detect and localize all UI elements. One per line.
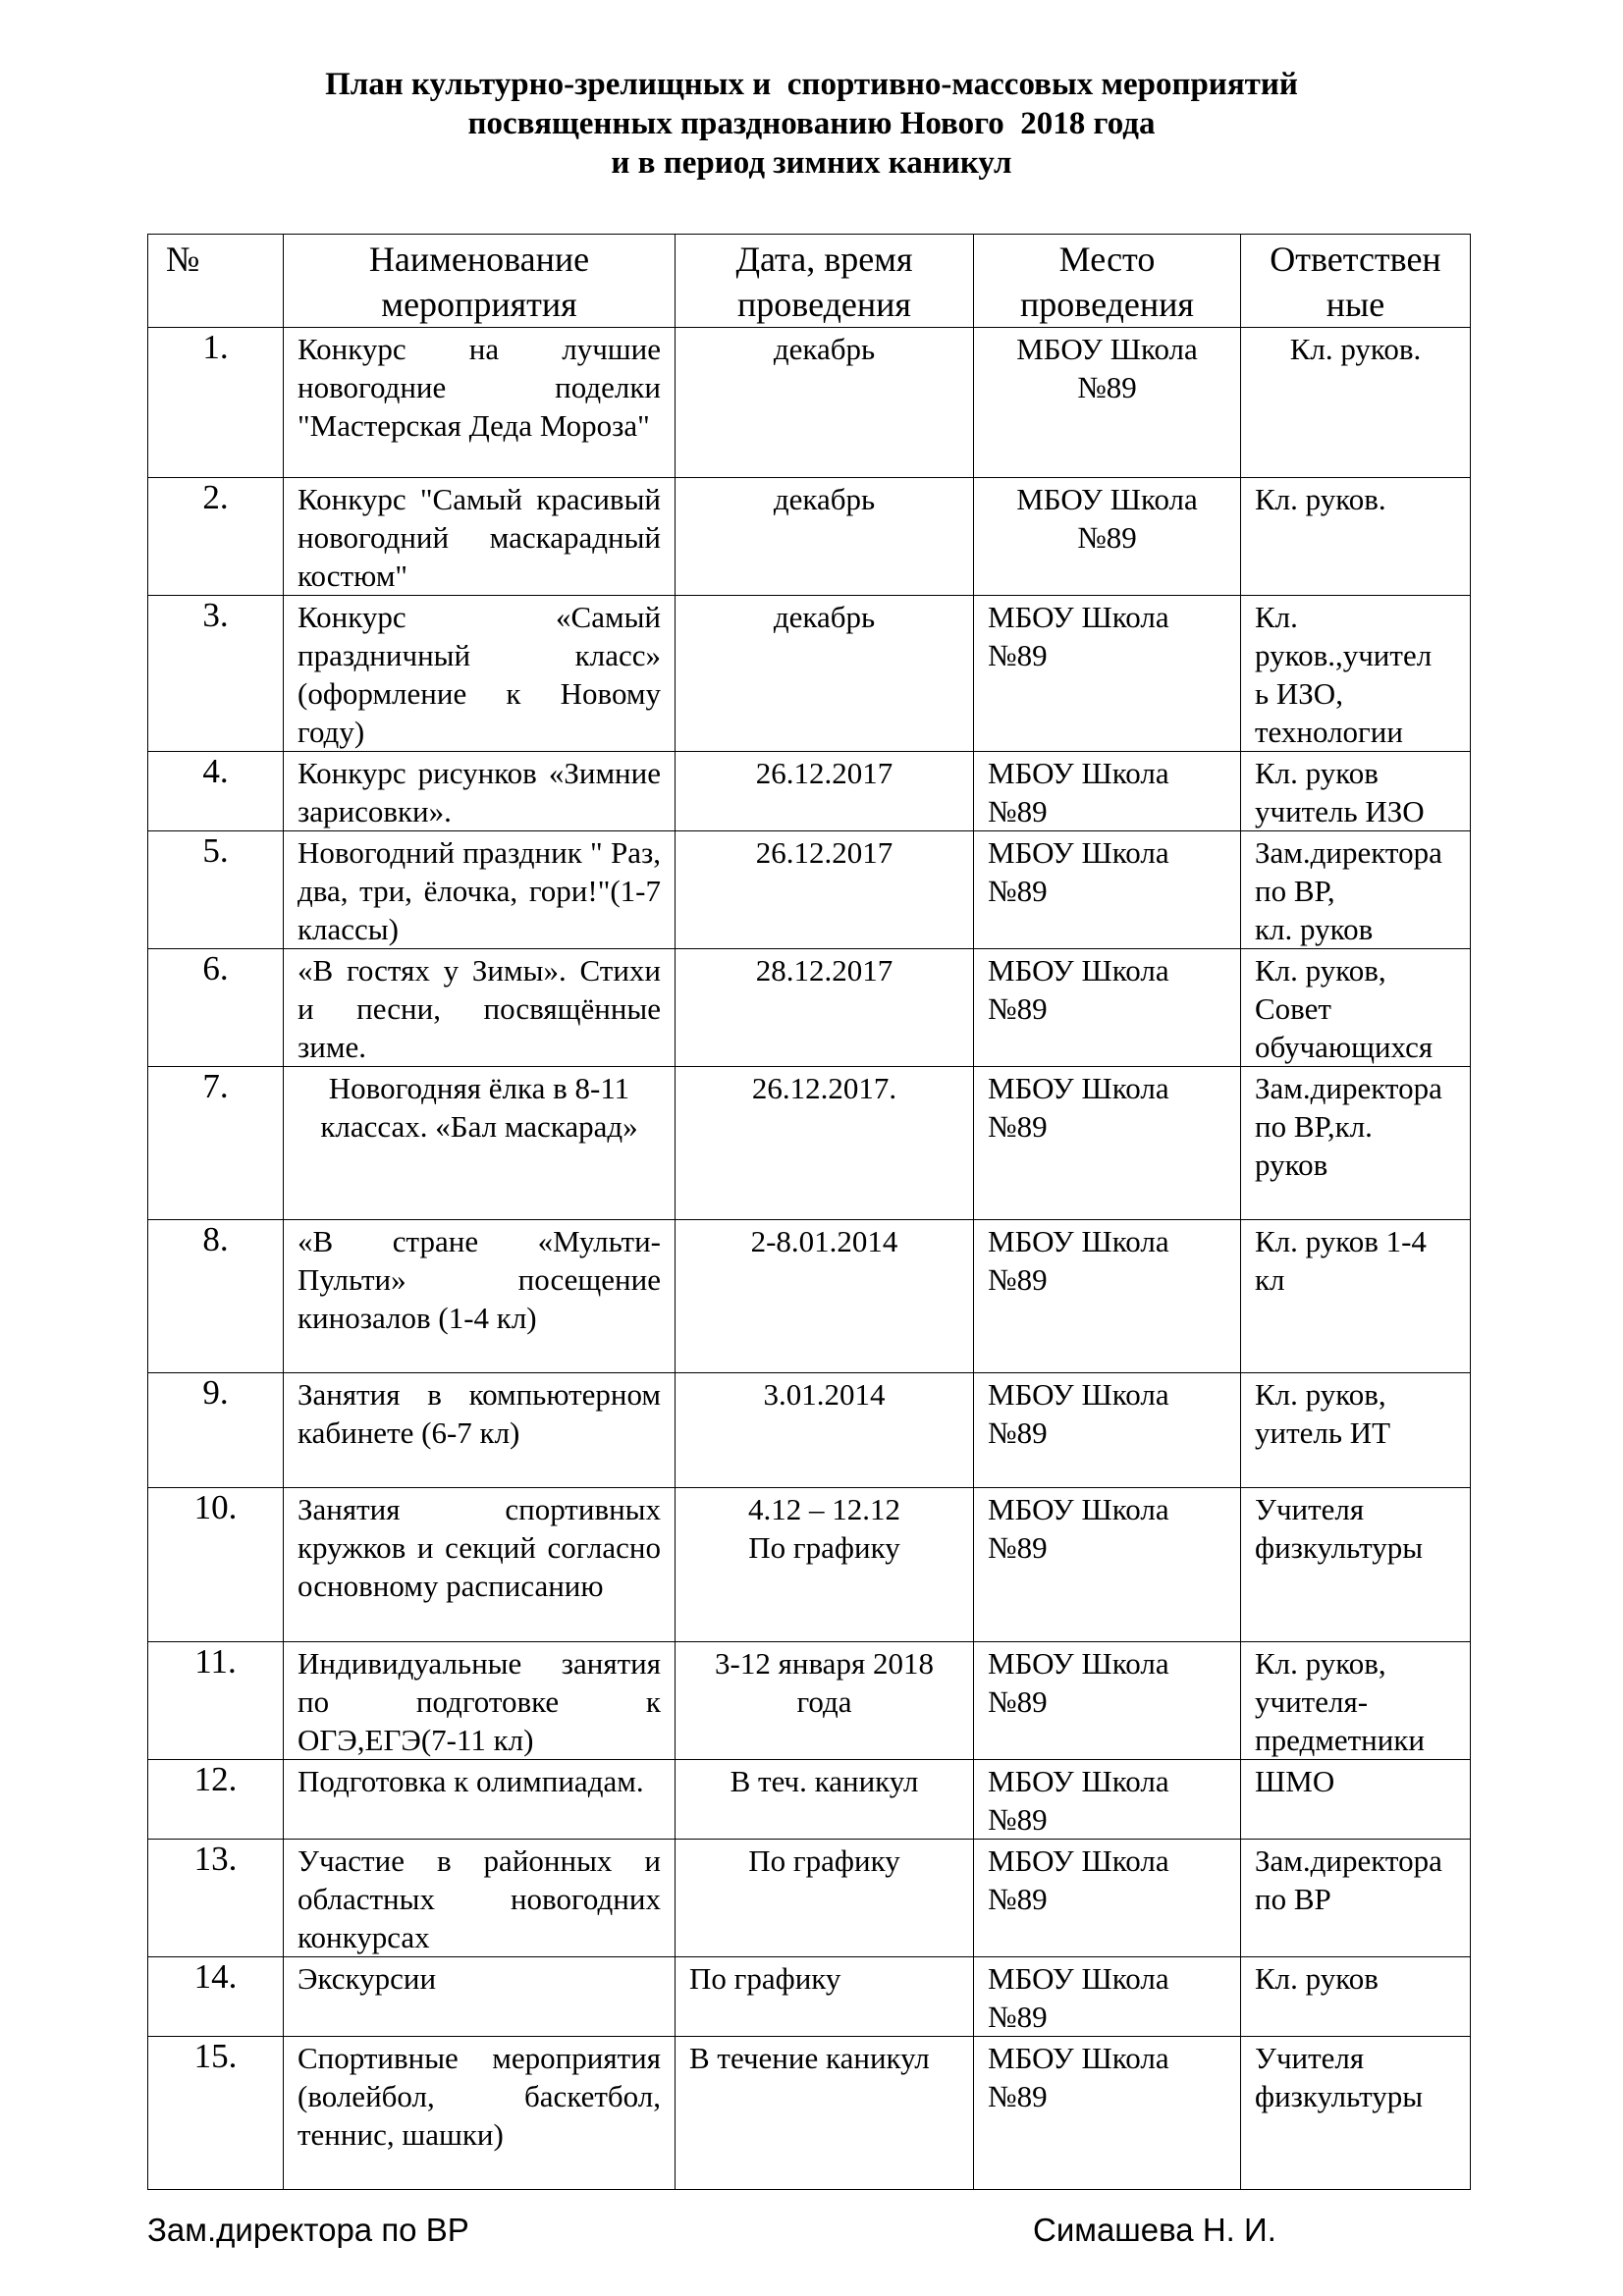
table-row	[148, 1067, 1471, 1220]
row-number: 8.	[148, 1220, 284, 1373]
row-number: 1.	[148, 328, 284, 478]
event-date: декабрь	[676, 328, 974, 478]
table-row	[148, 596, 1471, 752]
header-responsible: Ответствен ные	[1241, 235, 1471, 328]
event-place: МБОУ Школа №89	[974, 2037, 1241, 2190]
table-row	[148, 328, 1471, 478]
event-place: МБОУ Школа №89	[974, 1642, 1241, 1760]
event-place: МБОУ Школа №89	[974, 1373, 1241, 1488]
footer-position: Зам.директора по ВР	[147, 2212, 469, 2248]
table-row	[148, 1220, 1471, 1373]
event-place: МБОУ Школа №89	[974, 1488, 1241, 1642]
event-name: Конкурс рисунков «Зимние зарисовки».	[284, 752, 676, 831]
event-responsible: Кл. руков, уитель ИТ	[1241, 1373, 1471, 1488]
event-date: 3-12 января 2018 года	[676, 1642, 974, 1760]
title-line-3: и в период зимних каникул	[611, 145, 1012, 181]
event-name: «В гостях у Зимы». Стихи и песни, посвящённые зиме.	[284, 949, 676, 1067]
event-responsible: Кл. руков, Совет обучающихся	[1241, 949, 1471, 1067]
footer-signature: Симашева Н. И.	[1033, 2212, 1276, 2248]
event-name: Подготовка к олимпиадам.	[284, 1760, 676, 1840]
header-place: Место проведения	[974, 235, 1241, 328]
event-name: Спортивные мероприятия (волейбол, баскетбол, теннис, шашки)	[284, 2037, 676, 2190]
event-responsible: Кл. руков	[1241, 1957, 1471, 2037]
event-date: 2-8.01.2014	[676, 1220, 974, 1373]
row-number: 12.	[148, 1760, 284, 1840]
row-number: 3.	[148, 596, 284, 752]
row-number: 7.	[148, 1067, 284, 1220]
event-name: Новогодняя ёлка в 8-11 классах. «Бал маскарад»	[284, 1067, 676, 1220]
event-place: МБОУ Школа №89	[974, 328, 1241, 478]
event-date: декабрь	[676, 478, 974, 596]
event-responsible: Кл. руков учитель ИЗО	[1241, 752, 1471, 831]
event-place: МБОУ Школа №89	[974, 752, 1241, 831]
table-row	[148, 949, 1471, 1067]
table-header-row	[148, 235, 1471, 328]
row-number: 6.	[148, 949, 284, 1067]
event-date: По графику	[676, 1840, 974, 1957]
event-responsible: Кл. руков.,учител ь ИЗО, технологии	[1241, 596, 1471, 752]
table-row	[148, 1488, 1471, 1642]
event-place: МБОУ Школа №89	[974, 949, 1241, 1067]
event-name: «В стране «Мульти-Пульти» посещение кинозалов (1-4 кл)	[284, 1220, 676, 1373]
row-number: 13.	[148, 1840, 284, 1957]
event-responsible: ШМО	[1241, 1760, 1471, 1840]
event-name: Занятия в компьютерном кабинете (6-7 кл)	[284, 1373, 676, 1488]
event-name: Новогодний праздник " Раз, два, три, ёлочка, гори!"(1-7 классы)	[284, 831, 676, 949]
row-number: 15.	[148, 2037, 284, 2190]
event-responsible: Кл. руков 1-4 кл	[1241, 1220, 1471, 1373]
row-number: 2.	[148, 478, 284, 596]
event-responsible: Кл. руков.	[1241, 328, 1471, 478]
event-place: МБОУ Школа №89	[974, 1067, 1241, 1220]
table-row	[148, 1642, 1471, 1760]
event-name: Участие в районных и областных новогодних конкурсах	[284, 1840, 676, 1957]
row-number: 10.	[148, 1488, 284, 1642]
event-date: В течение каникул	[676, 2037, 974, 2190]
event-date: По графику	[676, 1957, 974, 2037]
table-row	[148, 831, 1471, 949]
event-date: 3.01.2014	[676, 1373, 974, 1488]
event-responsible: Зам.директора по ВР, кл. руков	[1241, 831, 1471, 949]
event-place: МБОУ Школа №89	[974, 1760, 1241, 1840]
event-name: Экскурсии	[284, 1957, 676, 2037]
event-name: Конкурс «Самый праздничный класс» (оформление к Новому году)	[284, 596, 676, 752]
event-responsible: Зам.директора по ВР,кл. руков	[1241, 1067, 1471, 1220]
event-name: Индивидуальные занятия по подготовке к ОГЭ,ЕГЭ(7-11 кл)	[284, 1642, 676, 1760]
event-responsible: Кл. руков.	[1241, 478, 1471, 596]
event-date: 26.12.2017	[676, 831, 974, 949]
event-place: МБОУ Школа №89	[974, 478, 1241, 596]
header-number: №	[148, 235, 284, 328]
event-date: 26.12.2017.	[676, 1067, 974, 1220]
event-responsible: Учителя физкультуры	[1241, 2037, 1471, 2190]
title-line-2: посвященных празднованию Нового 2018 года	[467, 106, 1156, 141]
table-row	[148, 752, 1471, 831]
row-number: 14.	[148, 1957, 284, 2037]
event-date: 26.12.2017	[676, 752, 974, 831]
header-date: Дата, время проведения	[676, 235, 974, 328]
table-row	[148, 1957, 1471, 2037]
event-name: Занятия спортивных кружков и секций согласно основному расписанию	[284, 1488, 676, 1642]
event-name: Конкурс "Самый красивый новогодний маскарадный костюм"	[284, 478, 676, 596]
row-number: 11.	[148, 1642, 284, 1760]
table-row	[148, 1373, 1471, 1488]
row-number: 9.	[148, 1373, 284, 1488]
table-row	[148, 2037, 1471, 2190]
event-name: Конкурс на лучшие новогодние поделки "Мастерская Деда Мороза"	[284, 328, 676, 478]
event-date: В теч. каникул	[676, 1760, 974, 1840]
table-row	[148, 478, 1471, 596]
document-title	[0, 65, 1623, 183]
table-row	[148, 1840, 1471, 1957]
table-row	[148, 1760, 1471, 1840]
event-place: МБОУ Школа №89	[974, 1220, 1241, 1373]
event-date: 4.12 – 12.12 По графику	[676, 1488, 974, 1642]
events-table	[147, 234, 1471, 2190]
event-date: 28.12.2017	[676, 949, 974, 1067]
row-number: 5.	[148, 831, 284, 949]
event-responsible: Зам.директора по ВР	[1241, 1840, 1471, 1957]
header-name: Наименование мероприятия	[284, 235, 676, 328]
event-place: МБОУ Школа №89	[974, 1840, 1241, 1957]
event-responsible: Учителя физкультуры	[1241, 1488, 1471, 1642]
row-number: 4.	[148, 752, 284, 831]
event-place: МБОУ Школа №89	[974, 596, 1241, 752]
title-line-1: План культурно-зрелищных и спортивно-массовых мероприятий	[325, 67, 1298, 102]
event-place: МБОУ Школа №89	[974, 831, 1241, 949]
event-place: МБОУ Школа №89	[974, 1957, 1241, 2037]
event-responsible: Кл. руков, учителя- предметники	[1241, 1642, 1471, 1760]
event-date: декабрь	[676, 596, 974, 752]
